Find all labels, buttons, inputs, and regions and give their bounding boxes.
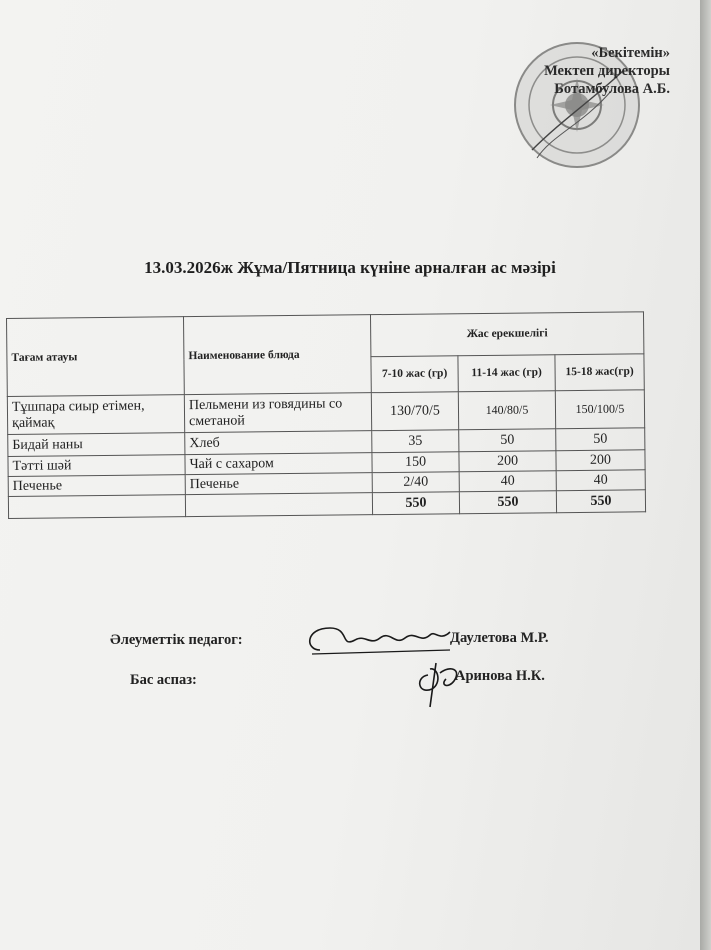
empty-cell — [8, 495, 185, 519]
dish-kz: Печенье — [8, 475, 185, 497]
value-cell: 140/80/5 — [458, 391, 555, 430]
age-group-2: 11-14 жас (гр) — [458, 355, 555, 392]
approval-line-2: Мектеп директоры — [544, 63, 670, 79]
dish-ru: Печенье — [185, 473, 372, 495]
approval-line-3: Ботамбулова А.Б. — [554, 81, 670, 97]
approval-line-1: «Бекітемін» — [591, 45, 670, 61]
value-cell: 50 — [556, 428, 645, 451]
value-cell: 130/70/5 — [371, 392, 458, 431]
age-group-3: 15-18 жас(гр) — [555, 354, 644, 391]
approval-block — [470, 44, 670, 98]
value-cell: 200 — [459, 451, 556, 472]
menu-title: 13.03.2026ж Жұма/Пятница күніне арналған ас мәзірі — [144, 258, 556, 277]
value-cell: 200 — [556, 450, 645, 471]
value-cell: 2/40 — [372, 472, 459, 493]
page-edge — [700, 0, 711, 950]
pedagog-label: Әлеуметтік педагог: — [110, 632, 243, 648]
total-cell: 550 — [372, 492, 459, 515]
dish-kz: Тұшпара сиыр етімен, қаймақ — [7, 395, 184, 435]
pedagog-signature — [300, 620, 460, 660]
cook-name: Аринова Н.К. — [455, 668, 545, 684]
pedagog-name: Даулетова М.Р. — [450, 630, 549, 646]
value-cell: 150 — [372, 452, 459, 473]
total-cell: 550 — [459, 491, 556, 514]
value-cell: 40 — [459, 471, 556, 492]
dish-ru: Пельмени из говядины со сметаной — [184, 393, 371, 433]
value-cell: 40 — [556, 470, 645, 491]
header-kz: Тағам атауы — [7, 317, 185, 397]
value-cell: 35 — [372, 430, 459, 453]
dish-ru: Чай с сахаром — [185, 453, 372, 475]
value-cell: 50 — [459, 429, 556, 452]
table-row — [7, 390, 644, 435]
empty-cell — [185, 493, 372, 517]
header-age: Жас ерекшелігі — [370, 312, 643, 357]
age-group-1: 7-10 жас (гр) — [371, 356, 458, 393]
dish-ru: Хлеб — [185, 431, 372, 455]
cook-label: Бас аспаз: — [130, 672, 197, 688]
dish-kz: Тәтті шәй — [8, 455, 185, 477]
total-cell: 550 — [556, 490, 645, 513]
value-cell: 150/100/5 — [555, 390, 644, 429]
header-ru: Наименование блюда — [183, 315, 371, 395]
menu-table — [6, 311, 646, 519]
dish-kz: Бидай наны — [8, 433, 185, 457]
